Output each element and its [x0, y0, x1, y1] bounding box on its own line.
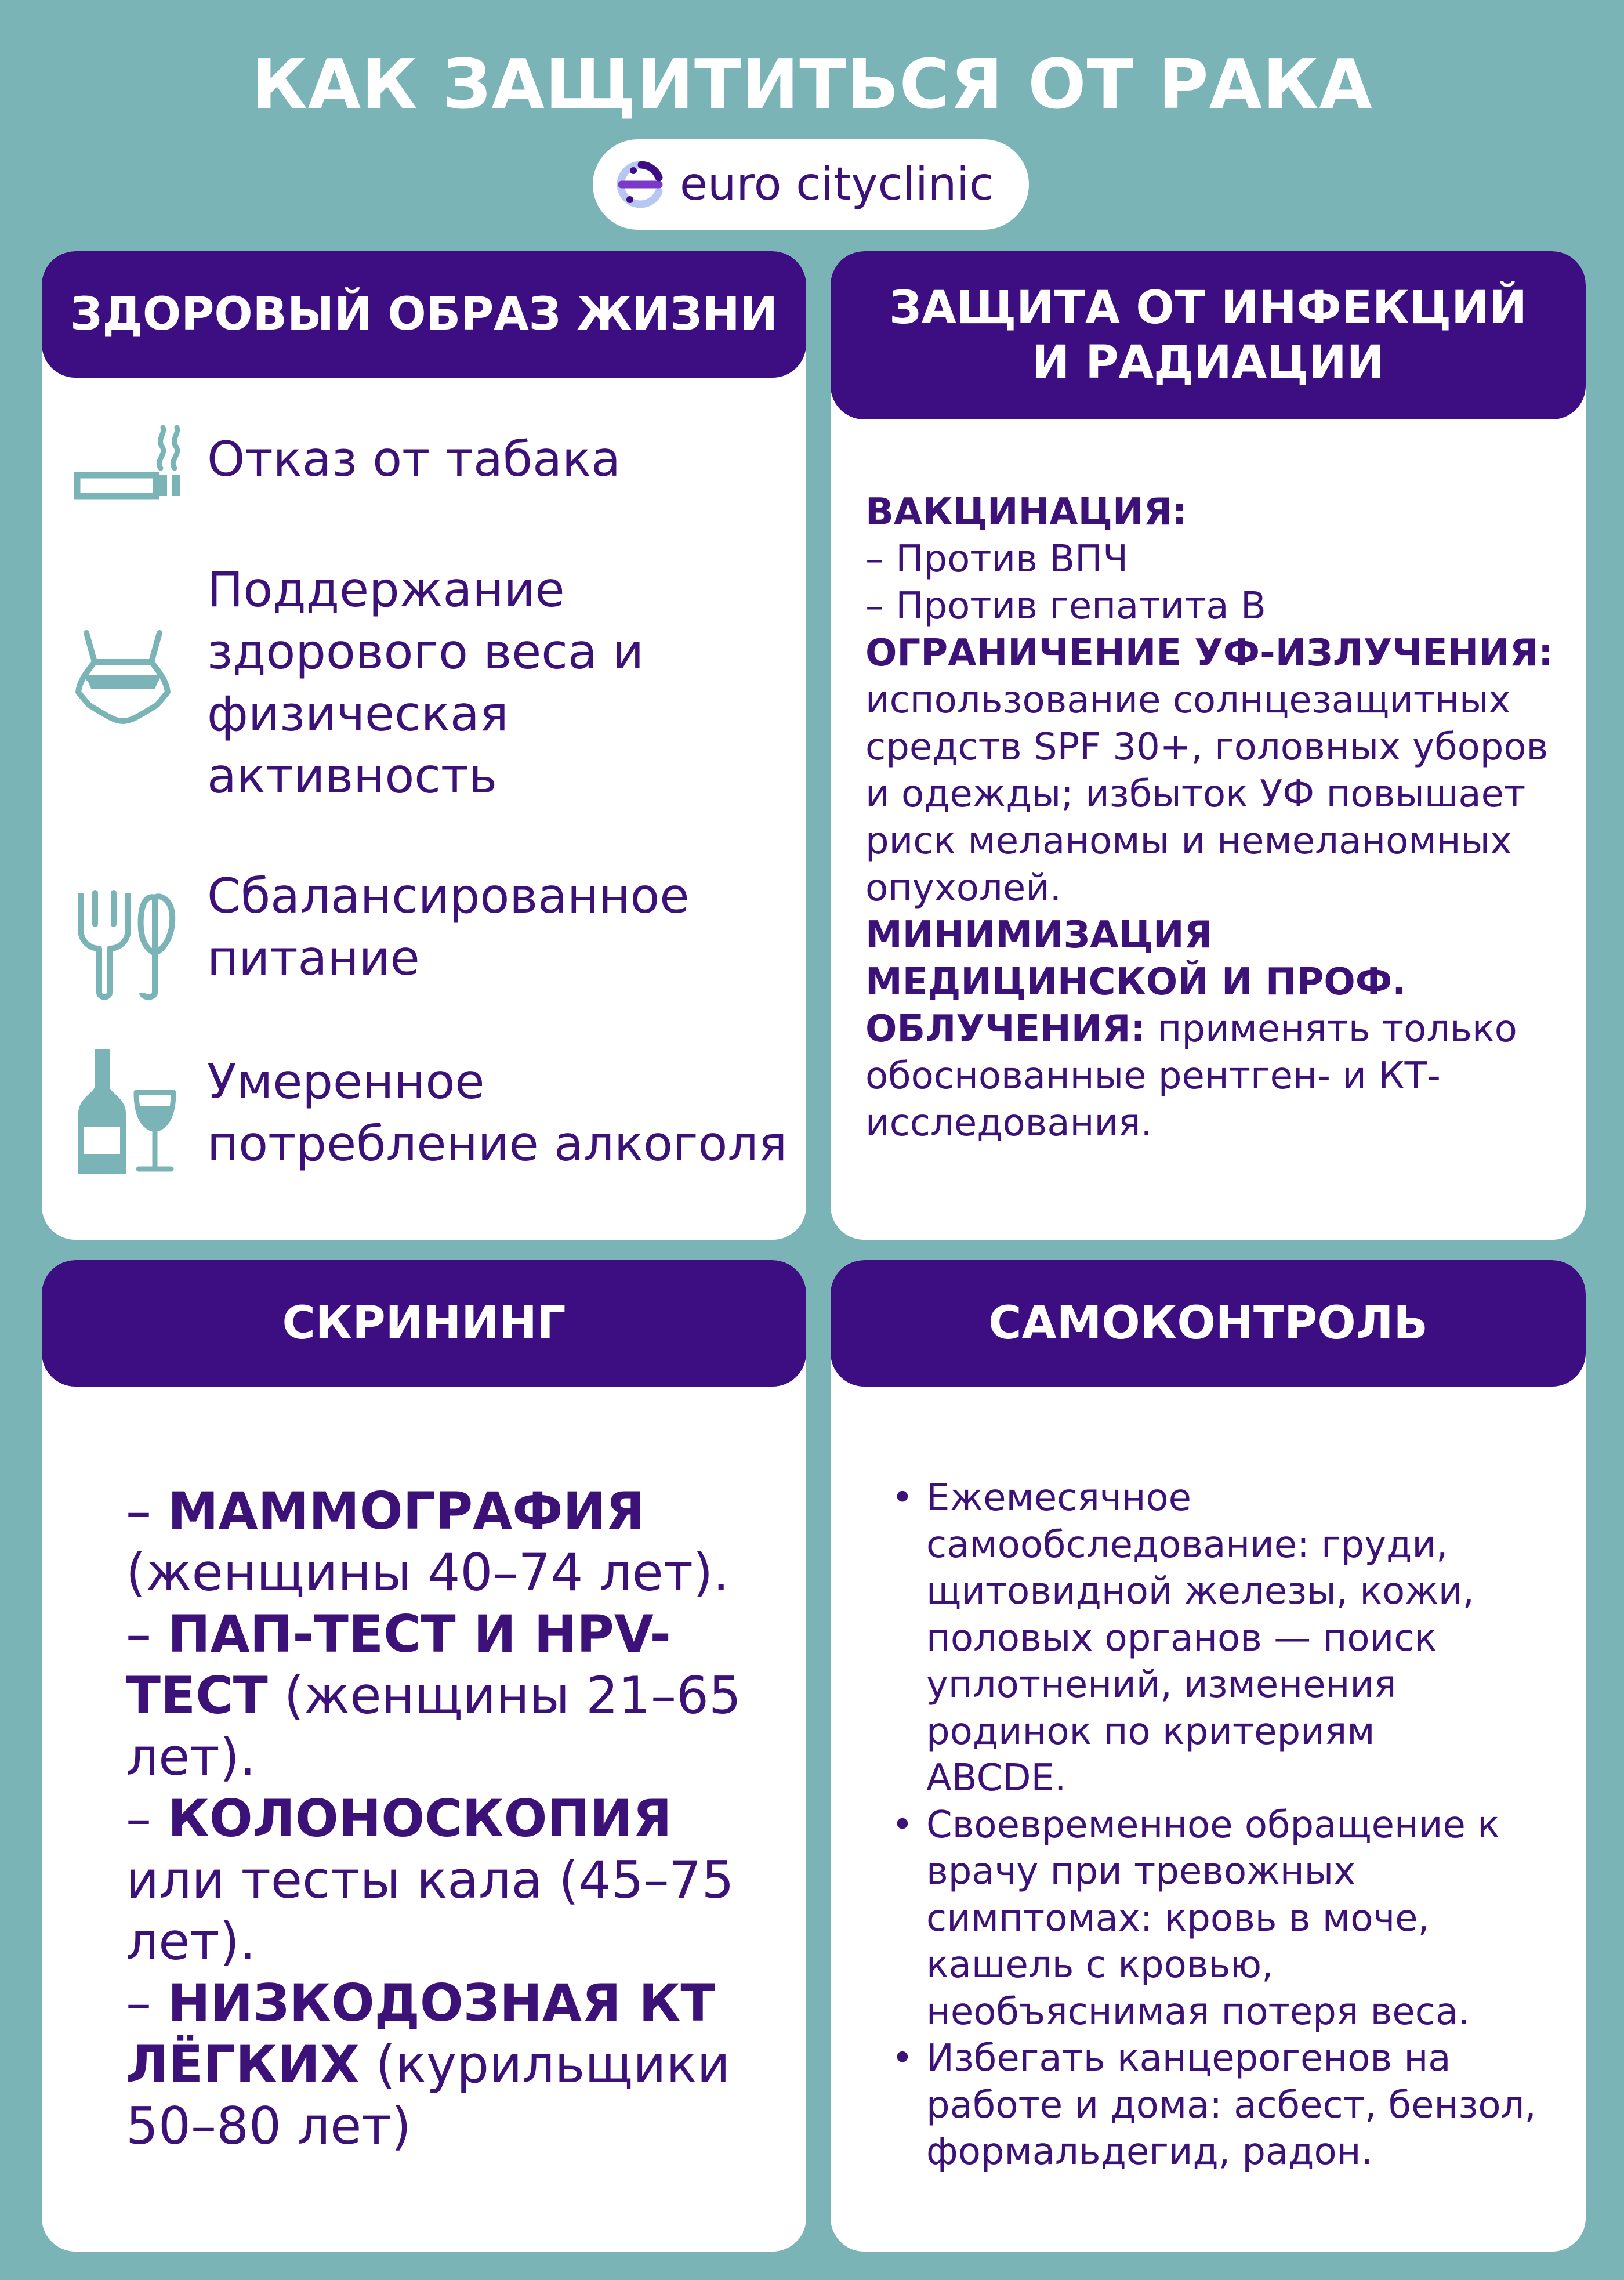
radiation-text-line: обоснованные рентген- и КТ- [865, 1055, 1441, 1098]
selfcheck-body [886, 1475, 1570, 2176]
cigarette-icon [74, 425, 184, 501]
radiation-text: применять только [1146, 1008, 1517, 1051]
screening-mammo: – МАММОГРАФИЯ [126, 1481, 645, 1541]
selfcheck-heading-text: САМОКОНТРОЛЬ [988, 1297, 1428, 1349]
selfcheck-item: • Своевременное обращение к врачу при тревожных симптомах: кровь в моче, кашель с кровью, необъяснимая потеря веса. [886, 1802, 1570, 2036]
screening-card [42, 1260, 806, 2252]
protection-heading [831, 251, 1586, 419]
page-title: КАК ЗАЩИТИТЬСЯ ОТ РАКА [251, 44, 1373, 124]
lifestyle-item-label: Отказ от табака [207, 431, 621, 487]
protection-body [865, 489, 1573, 1147]
vaccination-label: ВАКЦИНАЦИЯ: [865, 491, 1187, 534]
lifestyle-item-label: Сбалансированное питание [207, 868, 690, 986]
selfcheck-heading [831, 1260, 1586, 1387]
screening-heading [42, 1260, 806, 1387]
screening-colono: – КОЛОНОСКОПИЯ [126, 1789, 672, 1848]
uv-text-line: использование солнцезащитных [865, 679, 1511, 722]
radiation-label: МЕДИЦИНСКОЙ И ПРОФ. [865, 961, 1406, 1004]
lifestyle-item-label: Поддержание здорового веса и физическая активность [207, 562, 644, 804]
protection-card [831, 251, 1586, 1240]
clinic-logo-icon [610, 153, 673, 216]
selfcheck-item: • Ежемесячное самообследование: груди, щитовидной железы, кожи, половых органов — поиск уплотнений, изменения родинок по критериям ABCDE. [886, 1475, 1570, 1802]
screening-heading-text: СКРИНИНГ [282, 1297, 566, 1349]
logo-badge [593, 139, 1029, 230]
lifestyle-heading [42, 251, 806, 378]
screening-pap: – ПАП-ТЕСТ И HPV- [126, 1604, 671, 1664]
radiation-label: ОБЛУЧЕНИЯ: [865, 1008, 1146, 1051]
radiation-label: МИНИМИЗАЦИЯ [865, 914, 1213, 957]
protection-heading-line: ЗАЩИТА ОТ ИНФЕКЦИЙ [889, 282, 1527, 334]
lifestyle-item-label: Умеренное потребление алкоголя [207, 1054, 788, 1172]
vaccination-item: – Против гепатита В [865, 585, 1266, 628]
protection-heading-line: И РАДИАЦИИ [1031, 336, 1384, 389]
uv-label: ОГРАНИЧЕНИЕ УФ-ИЗЛУЧЕНИЯ: [865, 632, 1553, 675]
screening-ct: – НИЗКОДОЗНАЯ КТ [126, 1973, 716, 2033]
bullet-icon: • [891, 1803, 913, 1847]
cutlery-icon [74, 888, 178, 1004]
logo-text: euro cityclinic [680, 158, 994, 211]
uv-text-line: опухолей. [865, 867, 1062, 910]
lifestyle-card [42, 251, 806, 1240]
selfcheck-card [831, 1260, 1586, 2252]
screening-body: – МАММОГРАФИЯ (женщины 40–74 лет). – ПАП-ТЕСТ И HPV- ТЕСТ (женщины 21–65 лет). – КОЛОНОСКОПИЯ или тесты кала (45–75 лет). – НИЗКОДОЗНАЯ КТ ЛЁГКИХ (курильщики 50–80 лет) [126, 1481, 799, 2157]
radiation-text-line: исследования. [865, 1102, 1152, 1145]
bullet-icon: • [891, 1476, 913, 1519]
uv-text-line: средств SPF 30+, головных уборов [865, 726, 1549, 769]
selfcheck-item: • Избегать канцерогенов на работе и дома: асбест, бензол, формальдегид, радон. [886, 2035, 1570, 2176]
lifestyle-heading-text: ЗДОРОВЫЙ ОБРАЗ ЖИЗНИ [70, 288, 778, 341]
wine-icon [74, 1046, 178, 1179]
vaccination-item: – Против ВПЧ [865, 538, 1129, 581]
uv-text-line: риск меланомы и немеланомных [865, 820, 1512, 863]
waist-icon [74, 628, 172, 727]
uv-text-line: и одежды; избыток УФ повышает [865, 773, 1526, 816]
bullet-icon: • [891, 2037, 913, 2080]
